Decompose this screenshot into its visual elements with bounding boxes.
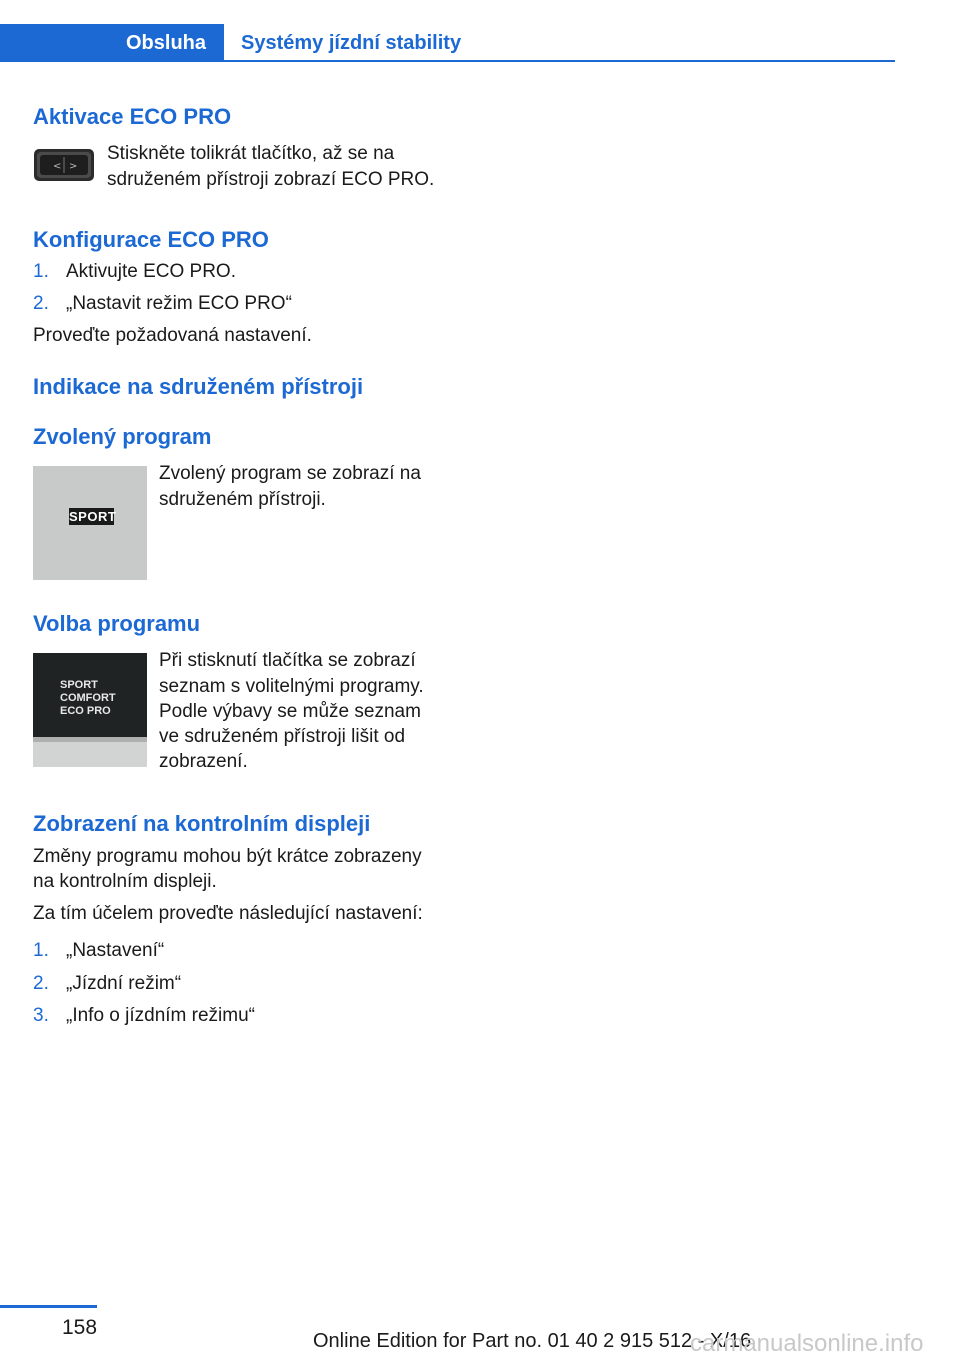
activate-text-line1: Stiskněte tolikrát tlačítko, až se na [107,143,395,164]
control-display-text-line2: na kontrolním displeji. [33,871,217,892]
heading-configure-eco-pro: Konfigurace ECO PRO [33,227,269,252]
svg-text:>: > [69,161,78,172]
cluster-sport-image [33,466,147,580]
step-text: „Nastavení“ [66,940,165,961]
step-text: „Info o jízdním režimu“ [66,1005,255,1026]
cluster-bezel-edge [33,737,147,742]
program-choice-text-line: seznam s volitelnými programy. [159,676,424,697]
step-number: 1. [33,261,49,282]
step-text: „Jízdní režim“ [66,973,182,994]
tab-stability-systems[interactable]: Systémy jízdní stability [241,32,462,54]
program-choice-text-line: Při stisknutí tlačítka se zobrazí [159,650,416,671]
program-list-item: SPORT [60,679,98,691]
edition-text: Online Edition for Part no. 01 40 2 915 512 - X/16 [313,1330,752,1352]
step-text: Aktivujte ECO PRO. [66,261,236,282]
selected-program-text-line1: Zvolený program se zobrazí na [159,463,421,484]
control-display-text-line3: Za tím účelem proveďte následující nastavení: [33,903,423,924]
heading-selected-program: Zvolený program [33,424,212,449]
program-choice-text-line: ve sdruženém přístroji lišit od [159,726,406,747]
step-number: 2. [33,973,49,994]
program-choice-text-line: zobrazení. [159,751,248,772]
tab-obsluha[interactable]: Obsluha [0,24,224,62]
footer-rule [0,1305,97,1308]
heading-program-choice: Volba programu [33,611,201,636]
heading-activate-eco-pro: Aktivace ECO PRO [33,104,232,129]
control-display-text-line1: Změny programu mohou být krátce zobrazeny [33,846,422,867]
page-number: 158 [62,1316,98,1339]
heading-indication: Indikace na sdruženém přístroji [33,374,364,399]
step-number: 1. [33,940,49,961]
step-number: 2. [33,293,49,314]
configure-after-text: Proveďte požadovaná nastavení. [33,325,312,346]
program-list-item: COMFORT [60,692,116,704]
program-list-item: ECO PRO [60,705,111,717]
svg-text:<: < [53,161,62,172]
step-text: „Nastavit režim ECO PRO“ [66,293,292,314]
selected-program-text-line2: sdruženém přístroji. [159,489,326,510]
heading-control-display: Zobrazení na kontrolním displeji [33,811,371,836]
activate-text-line2: sdruženém přístroji zobrazí ECO PRO. [107,169,435,190]
sport-indicator-label: SPORT [69,509,117,524]
program-choice-text-line: Podle výbavy se může seznam [159,701,421,722]
cluster-program-list-image [33,653,147,767]
watermark: carmanualsonline.info [690,1330,924,1357]
step-number: 3. [33,1005,49,1026]
eco-pro-button-icon [33,148,95,182]
